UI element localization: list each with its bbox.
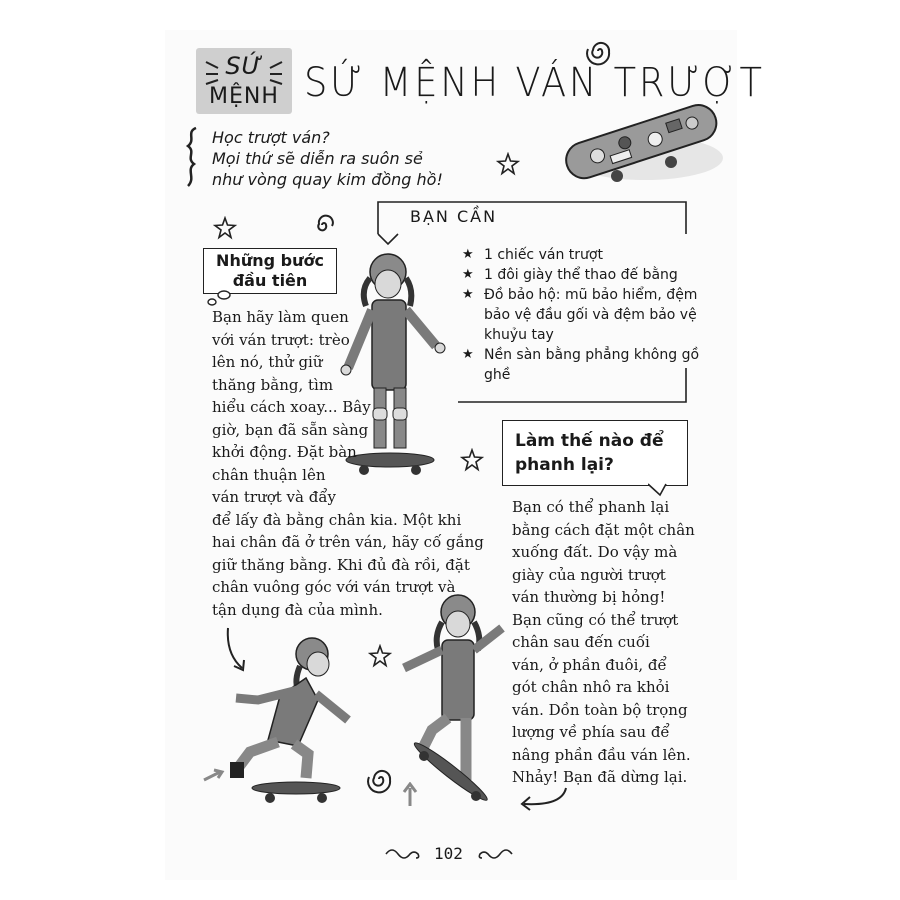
spiral-doodle-icon: [366, 764, 396, 794]
text-line: lên nó, thử giữ: [212, 353, 323, 371]
text-line: giữ thăng bằng. Khi đủ đà rồi, đặt: [212, 555, 470, 574]
list-item-text: 1 đôi giày thể thao đế bằng: [484, 267, 678, 283]
badge-decoration-icon: [196, 48, 296, 118]
text-line: giờ, bạn đã sẵn sàng: [212, 420, 369, 439]
need-box-title: BẠN CẦN: [410, 207, 498, 226]
curly-brace-icon: [182, 126, 202, 190]
footer-flourish-icon: [474, 846, 514, 862]
text-line: Bạn có thể phanh lại: [512, 498, 670, 516]
intro-line: như vòng quay kim đồng hồ!: [212, 170, 443, 189]
text-line: khởi động. Đặt bàn: [212, 443, 357, 461]
text-line: xuống đất. Do vậy mà: [512, 543, 678, 561]
text-line: nâng phần đầu ván lên.: [512, 745, 691, 764]
skater-girl-illustration: [392, 590, 512, 810]
list-item: [462, 265, 708, 285]
brake-text: [512, 496, 695, 789]
need-list: [462, 245, 708, 385]
intro-text: [212, 127, 443, 190]
list-item: [462, 285, 708, 345]
list-item-text: 1 chiếc ván trượt: [484, 247, 603, 263]
text-line: gót chân nhô ra khỏi: [512, 678, 670, 696]
star-bullet-icon: ★: [462, 247, 474, 262]
brake-heading-line: phanh lại?: [515, 455, 614, 475]
list-item: [462, 245, 708, 265]
list-item: [462, 345, 708, 385]
text-line: hai chân đã ở trên ván, hãy cố gắng: [212, 533, 484, 551]
arrow-doodle-icon: [400, 782, 420, 808]
badge-top-text: SỨ: [225, 52, 263, 80]
text-line: ván. Dồn toàn bộ trọng: [512, 700, 688, 719]
text-line: hiểu cách xoay... Bây: [212, 398, 371, 416]
star-doodle-icon: [496, 152, 520, 176]
text-line: ván trượt và đẩy: [212, 488, 336, 506]
text-line: bằng cách đặt một chân: [512, 520, 695, 539]
star-doodle-icon: [212, 216, 238, 240]
text-line: giày của người trượt: [512, 565, 666, 584]
text-line: Nhảy! Bạn đã dừng lại.: [512, 768, 688, 786]
first-steps-heading-line: đầu tiên: [232, 271, 308, 290]
text-line: Bạn hãy làm quen: [212, 308, 349, 326]
speech-tail-icon: [648, 483, 672, 497]
star-bullet-icon: ★: [462, 347, 474, 362]
list-item-text: Nền sàn bằng phẳng không gồ ghề: [484, 347, 700, 383]
footer-flourish-icon: [384, 846, 424, 862]
star-bullet-icon: ★: [462, 287, 474, 302]
badge-bottom-text: MỆNH: [209, 84, 279, 109]
text-line: Bạn cũng có thể trượt: [512, 610, 679, 629]
skater-girl-illustration: [228, 630, 368, 810]
first-steps-heading-line: Những bước: [216, 251, 324, 270]
brake-heading-box: [502, 420, 688, 486]
skateboard-illustration: [555, 96, 725, 196]
page-number: 102: [434, 844, 463, 863]
page-title: SỨ MỆNH VÁN TRƯỢT: [304, 60, 765, 106]
text-line: chân sau đến cuối: [512, 633, 650, 651]
text-line: ván, ở phần đuôi, để: [512, 655, 667, 674]
text-line: lượng về phía sau để: [512, 723, 670, 741]
first-steps-text: [212, 306, 484, 621]
intro-line: Mọi thứ sẽ diễn ra suôn sẻ: [212, 149, 423, 168]
list-item-text: Đồ bảo hộ: mũ bảo hiểm, đệm bảo vệ đầu gối và đệm bảo vệ khuỷu tay: [484, 287, 698, 343]
first-steps-heading-box: [203, 248, 337, 294]
text-line: thăng bằng, tìm: [212, 375, 334, 394]
text-line: tận dụng đà của mình.: [212, 600, 383, 619]
spiral-doodle-icon: [585, 36, 615, 66]
arrow-doodle-icon: [202, 766, 228, 786]
text-line: chân thuận lên: [212, 465, 326, 484]
text-line: để lấy đà bằng chân kia. Một khi: [212, 510, 462, 529]
star-doodle-icon: [460, 448, 484, 472]
intro-line: Học trượt ván?: [212, 128, 330, 147]
text-line: với ván trượt: trèo: [212, 330, 350, 349]
brake-heading-line: Làm thế nào để: [515, 431, 664, 451]
star-doodle-icon: [368, 644, 392, 668]
text-line: ván thường bị hỏng!: [512, 588, 666, 606]
spiral-doodle-icon: [312, 213, 336, 237]
text-line: chân vuông góc với ván trượt và: [212, 578, 456, 596]
star-bullet-icon: ★: [462, 267, 474, 282]
arrow-doodle-icon: [516, 784, 572, 814]
